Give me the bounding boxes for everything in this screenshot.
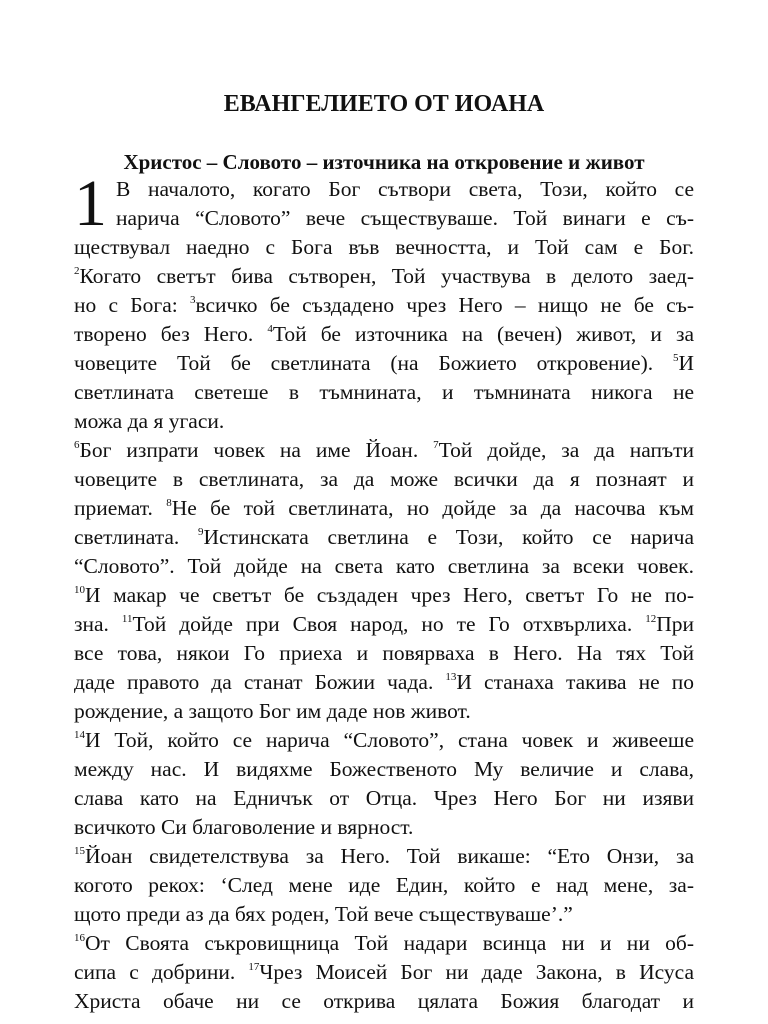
text-line <box>74 552 694 581</box>
verse-text: В началото, когато Бог сътвори света, Този, който се <box>116 177 694 201</box>
verse-text: Христа обаче ни се открива цялата Божия благодат и <box>74 989 694 1013</box>
verse-text: И <box>678 351 694 375</box>
text-line <box>74 929 694 958</box>
chapter-number: 1 <box>74 167 107 240</box>
text-line <box>74 697 694 726</box>
verse-text: И Той, който се нарича “Словото”, стана човек и живееше <box>85 728 694 752</box>
verse-text: Той дойде при Своя народ, но те Го отхвърлиха. <box>132 612 646 636</box>
text-line <box>74 784 694 813</box>
verse-text: когото рекох: ‘След мене иде Един, който е над мене, за- <box>74 873 694 897</box>
verse-text: При <box>656 612 694 636</box>
verse-text: човеците в светлината, за да може всички да я познаят и <box>74 467 694 491</box>
verse-text: творено без Него. <box>74 322 268 346</box>
text-line <box>74 320 694 349</box>
verse-number: 9 <box>197 526 204 538</box>
text-line <box>74 987 694 1016</box>
text-line <box>74 958 694 987</box>
text-line <box>74 639 694 668</box>
verse-number: 8 <box>166 497 172 509</box>
text-line <box>74 262 694 291</box>
verse-text: светлината светеше в тъмнината, и тъмнината никога не <box>74 380 694 404</box>
verse-text: всичкото Си благоволение и вярност. <box>74 815 414 839</box>
verse-text: човеците Той бе светлината (на Божието откровение). <box>74 351 673 375</box>
verse-number: 10 <box>74 584 85 596</box>
text-line <box>74 233 694 262</box>
text-line <box>74 494 694 523</box>
verse-text: даде правото да станат Божии чада. <box>74 670 446 694</box>
text-line <box>74 465 694 494</box>
verse-text: Не бе той светлината, но дойде за да насочва към <box>171 496 694 520</box>
verse-text: И станаха такива не по <box>456 670 694 694</box>
verse-text: сипа с добрини. <box>74 960 249 984</box>
text-line <box>74 523 694 552</box>
verse-number: 7 <box>433 439 439 451</box>
verse-text: приемат. <box>74 496 167 520</box>
verse-text: Йоан свидетелствува за Него. Той викаше: “Ето Онзи, за <box>85 844 694 868</box>
verse-number: 6 <box>74 439 80 451</box>
verse-text: Той дойде, за да напъти <box>438 438 694 462</box>
verse-text: между нас. И видяхме Божественото Му величие и слава, <box>74 757 694 781</box>
text-line <box>74 900 694 929</box>
verse-text: всичко бе създадено чрез Него – нищо не бе съ- <box>195 293 694 317</box>
verse-number: 2 <box>74 265 80 277</box>
verse-number: 13 <box>445 671 457 683</box>
verse-text: все това, някои Го приеха и повярваха в Него. На тях Той <box>74 641 694 665</box>
verse-text: светлината. <box>74 525 198 549</box>
text-line <box>116 204 694 233</box>
verse-text: Бог изпрати човек на име Йоан. <box>79 438 434 462</box>
verse-text: Той бе източника на (вечен) живот, и за <box>272 322 694 346</box>
text-line <box>74 726 694 755</box>
text-line <box>74 436 694 465</box>
verse-text: “Словото”. Той дойде на света като светлина за всеки човек. <box>74 554 694 578</box>
verse-text: Истинската светлина е Този, който се нарича <box>203 525 694 549</box>
verse-number: 14 <box>74 729 85 741</box>
verse-text: но с Бога: <box>74 293 190 317</box>
verse-text: рождение, а защото Бог им даде нов живот. <box>74 699 471 723</box>
text-line <box>74 581 694 610</box>
verse-text: нарича “Словото” вече съществуваше. Той винаги е съ- <box>116 206 694 230</box>
verse-text: можа да я угаси. <box>74 409 225 433</box>
verse-text: слава като на Едничък от Отца. Чрез Него Бог ни изяви <box>74 786 694 810</box>
verse-number: 15 <box>74 845 85 857</box>
text-line <box>74 378 694 407</box>
verse-text: зна. <box>74 612 122 636</box>
text-line <box>74 349 694 378</box>
verse-number: 12 <box>645 613 657 625</box>
text-line <box>74 407 694 436</box>
text-line <box>74 610 694 639</box>
verse-number: 17 <box>248 961 260 973</box>
verse-number: 16 <box>74 932 85 944</box>
verse-text: щото преди аз да бях роден, Той вече съществуваше’.” <box>74 902 573 926</box>
verse-number: 3 <box>189 294 196 306</box>
verse-number: 11 <box>121 613 133 625</box>
book-title: ЕВАНГЕЛИЕТО ОТ ИОАНА <box>223 91 545 117</box>
section-heading: Христос – Словото – източника на откровение и живот <box>123 150 645 174</box>
text-line <box>74 813 694 842</box>
verse-text: Чрез Моисей Бог ни даде Закона, в Исуса <box>259 960 694 984</box>
verse-number: 5 <box>672 352 679 364</box>
text-line <box>74 668 694 697</box>
text-line <box>74 755 694 784</box>
text-line <box>74 871 694 900</box>
text-line <box>74 842 694 871</box>
verse-text: ществувал наедно с Бога във вечността, и Той сам е Бог. <box>74 235 694 259</box>
text-line <box>116 175 694 204</box>
verse-text: От Своята съкровищница Той надари всинца ни и ни об- <box>85 931 694 955</box>
text-line <box>74 291 694 320</box>
verse-text: Когато светът бива сътворен, Той участвува в делото заед- <box>79 264 694 288</box>
verse-number: 4 <box>267 323 273 335</box>
verse-text: И макар че светът бе създаден чрез Него, светът Го не по- <box>85 583 694 607</box>
